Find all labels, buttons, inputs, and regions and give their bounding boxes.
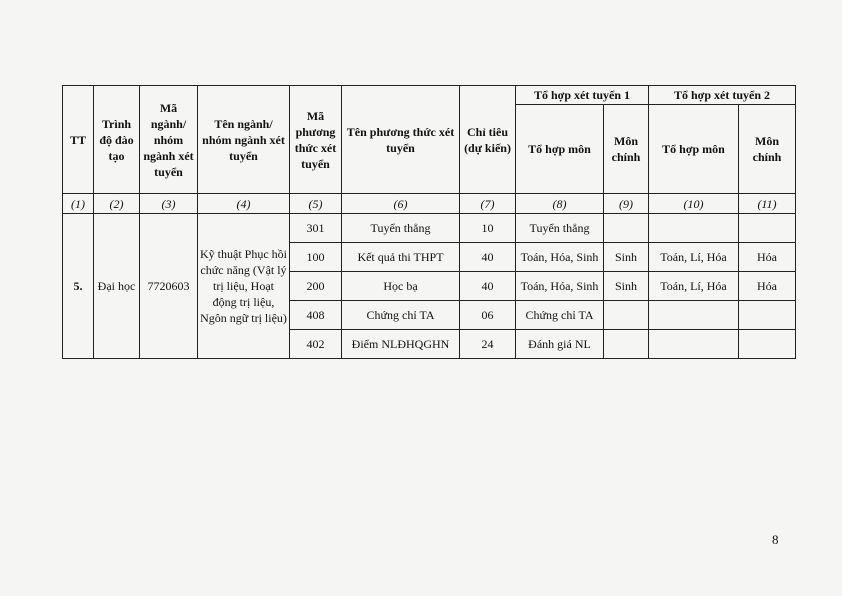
method-code: 200: [290, 272, 342, 301]
g2-subjects: [649, 214, 739, 243]
quota: 24: [460, 330, 516, 359]
table-row: [63, 214, 796, 243]
g2-main-subject: Hóa: [739, 243, 796, 272]
header-g1-subjects: Tổ hợp môn: [516, 105, 604, 194]
method-name: Kết quả thi THPT: [342, 243, 460, 272]
g2-subjects: [649, 330, 739, 359]
header-g2-subjects: Tổ hợp môn: [649, 105, 739, 194]
header-tt: TT: [63, 86, 94, 194]
header-g2-main-subject: Môn chính: [739, 105, 796, 194]
index-cell: (3): [140, 194, 198, 214]
header-g1-main-subject: Môn chính: [604, 105, 649, 194]
g1-main-subject: [604, 301, 649, 330]
quota: 10: [460, 214, 516, 243]
admission-table: [62, 85, 796, 359]
g1-subjects: Tuyển thẳng: [516, 214, 604, 243]
index-cell: (1): [63, 194, 94, 214]
entry-tt: 5.: [63, 214, 94, 359]
quota: 40: [460, 243, 516, 272]
method-name: Học bạ: [342, 272, 460, 301]
index-cell: (7): [460, 194, 516, 214]
method-name: Điểm NLĐHQGHN: [342, 330, 460, 359]
header-method-name: Tên phương thức xét tuyển: [342, 86, 460, 194]
index-cell: (2): [94, 194, 140, 214]
g2-main-subject: [739, 301, 796, 330]
method-code: 408: [290, 301, 342, 330]
g1-subjects: Đánh giá NL: [516, 330, 604, 359]
header-major-name: Tên ngành/ nhóm ngành xét tuyển: [198, 86, 290, 194]
g1-main-subject: Sinh: [604, 272, 649, 301]
header-row-1: [63, 86, 796, 105]
entry-level: Đại học: [94, 214, 140, 359]
index-cell: (11): [739, 194, 796, 214]
g2-main-subject: [739, 330, 796, 359]
header-major-code: Mã ngành/ nhóm ngành xét tuyển: [140, 86, 198, 194]
quota: 06: [460, 301, 516, 330]
g1-main-subject: [604, 330, 649, 359]
quota: 40: [460, 272, 516, 301]
g2-main-subject: Hóa: [739, 272, 796, 301]
index-cell: (10): [649, 194, 739, 214]
index-cell: (9): [604, 194, 649, 214]
method-code: 402: [290, 330, 342, 359]
header-method-code: Mã phương thức xét tuyển: [290, 86, 342, 194]
g1-main-subject: [604, 214, 649, 243]
g1-subjects: Toán, Hóa, Sinh: [516, 243, 604, 272]
index-cell: (5): [290, 194, 342, 214]
method-code: 301: [290, 214, 342, 243]
g2-subjects: [649, 301, 739, 330]
index-cell: (8): [516, 194, 604, 214]
index-cell: (6): [342, 194, 460, 214]
g2-subjects: Toán, Lí, Hóa: [649, 272, 739, 301]
entry-major-code: 7720603: [140, 214, 198, 359]
header-quota: Chỉ tiêu (dự kiến): [460, 86, 516, 194]
g1-main-subject: Sinh: [604, 243, 649, 272]
g2-subjects: Toán, Lí, Hóa: [649, 243, 739, 272]
g1-subjects: Chứng chỉ TA: [516, 301, 604, 330]
method-code: 100: [290, 243, 342, 272]
g1-subjects: Toán, Hóa, Sinh: [516, 272, 604, 301]
method-name: Chứng chỉ TA: [342, 301, 460, 330]
index-row: [63, 194, 796, 214]
page-number: 8: [772, 532, 779, 547]
method-name: Tuyển thẳng: [342, 214, 460, 243]
header-group-1: Tổ hợp xét tuyển 1: [516, 86, 649, 105]
g2-main-subject: [739, 214, 796, 243]
header-group-2: Tổ hợp xét tuyển 2: [649, 86, 796, 105]
header-level: Trình độ đào tạo: [94, 86, 140, 194]
index-cell: (4): [198, 194, 290, 214]
entry-major-name: Kỹ thuật Phục hồi chức năng (Vật lý trị liệu, Hoạt động trị liệu, Ngôn ngữ trị liệu): [198, 214, 290, 359]
